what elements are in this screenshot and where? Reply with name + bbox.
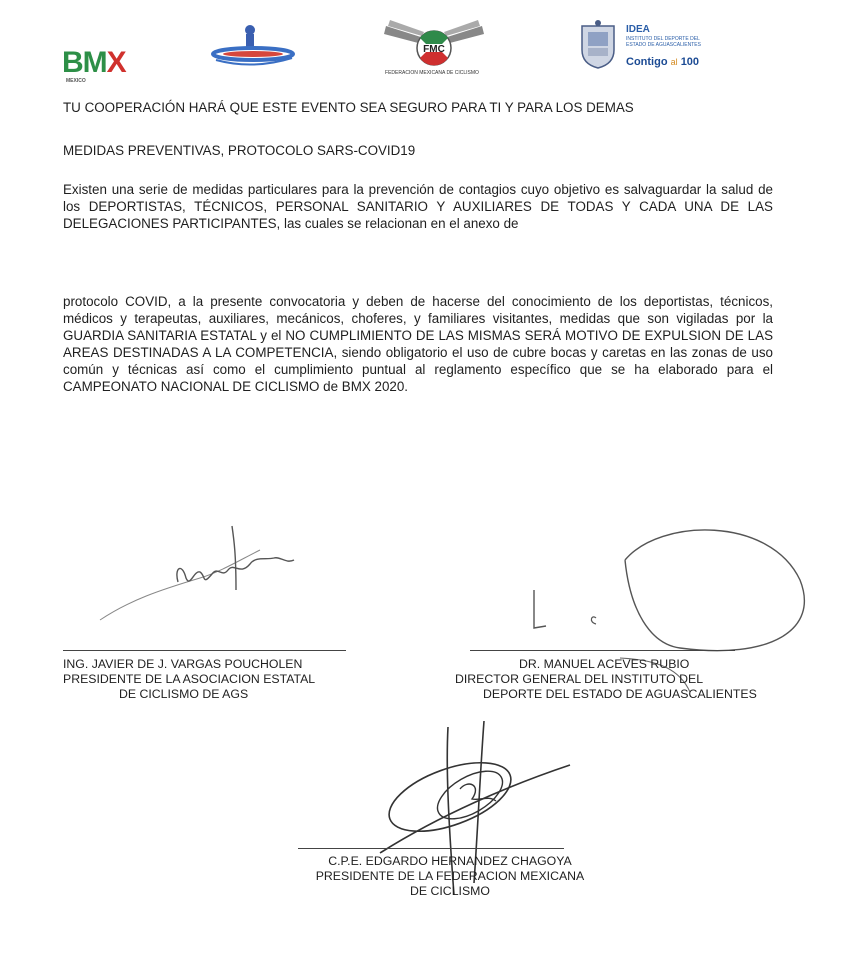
subheading: MEDIDAS PREVENTIVAS, PROTOCOLO SARS-COVID19 xyxy=(63,143,416,158)
idea-title: IDEA xyxy=(626,24,650,35)
signature-right-rule xyxy=(470,650,735,651)
signature-left-rule xyxy=(63,650,346,651)
signatory-left-title-2: DE CICLISMO DE AGS xyxy=(119,687,249,701)
fmc-logo-text: FMC xyxy=(423,44,445,55)
fmc-caption: FEDERACION MEXICANA DE CICLISMO xyxy=(385,70,479,76)
idea-subtitle: INSTITUTO DEL DEPORTE DEL ESTADO DE AGUASCALIENTES xyxy=(626,36,701,48)
signatory-right-title-1: DIRECTOR GENERAL DEL INSTITUTO DEL xyxy=(455,672,704,686)
signatory-center-block xyxy=(280,854,620,899)
signatory-right-block xyxy=(455,657,757,702)
signatory-center-name: C.P.E. EDGARDO HERNANDEZ CHAGOYA xyxy=(328,854,572,868)
signatory-center-title-2: DE CICLISMO xyxy=(410,884,490,898)
signature-center-rule xyxy=(298,848,564,849)
cycling-association-logo xyxy=(208,20,298,75)
signatory-right-name: DR. MANUEL ACEVES RUBIO xyxy=(519,657,690,671)
headline: TU COOPERACIÓN HARÁ QUE ESTE EVENTO SEA SEGURO PARA TI Y PARA LOS DEMAS xyxy=(63,100,634,115)
signatory-center-title-1: PRESIDENTE DE LA FEDERACION MEXICANA xyxy=(315,869,585,883)
signatory-left-title-1: PRESIDENTE DE LA ASOCIACION ESTATAL xyxy=(63,672,316,686)
signatory-left-name: ING. JAVIER DE J. VARGAS POUCHOLEN xyxy=(63,657,303,671)
idea-slogan: Contigo al 100 xyxy=(626,56,700,68)
signatory-right-title-2: DEPORTE DEL ESTADO DE AGUASCALIENTES xyxy=(483,687,757,701)
bmx-logo: BMX MEXICO xyxy=(62,46,126,84)
fmc-federation-logo xyxy=(384,18,484,78)
signatory-left-block xyxy=(63,657,315,702)
paragraph-1: Existen una serie de medidas particulares para la prevención de contagios cuyo objetivo es salvaguardar la salud de los DEPORTISTAS, TÉCNICOS, PERSONAL SANITARIO Y AUXILIARES DE TODAS Y CADA UNA DE LAS DELEGACIONES PARTICIPANTES, las cuales se relacionan en el anexo de xyxy=(63,182,773,231)
paragraph-2: protocolo COVID, a la presente convocatoria y deben de hacerse del conocimiento de los deportistas, técnicos, médicos y terapeutas, auxiliares, mecánicos, choferes, y familiares visitantes, medidas que son vigiladas por la GUARDIA SANITARIA ESTATAL y el NO CUMPLIMIENTO DE LAS MISMAS SERÁ MOTIVO DE EXPULSION DE LAS AREAS DESTINADAS A LA COMPETENCIA, siendo obligatorio el uso de cubre bocas y caretas en las zonas de uso común y técnicas así como el cumplimiento puntual al reglamento específico que se ha elaborado para el CAMPEONATO NACIONAL DE CICLISMO de BMX 2020. xyxy=(63,294,773,394)
aguascalientes-shield-icon xyxy=(578,20,618,70)
idea-logo xyxy=(578,20,738,75)
signature-left-scribble xyxy=(90,520,330,630)
